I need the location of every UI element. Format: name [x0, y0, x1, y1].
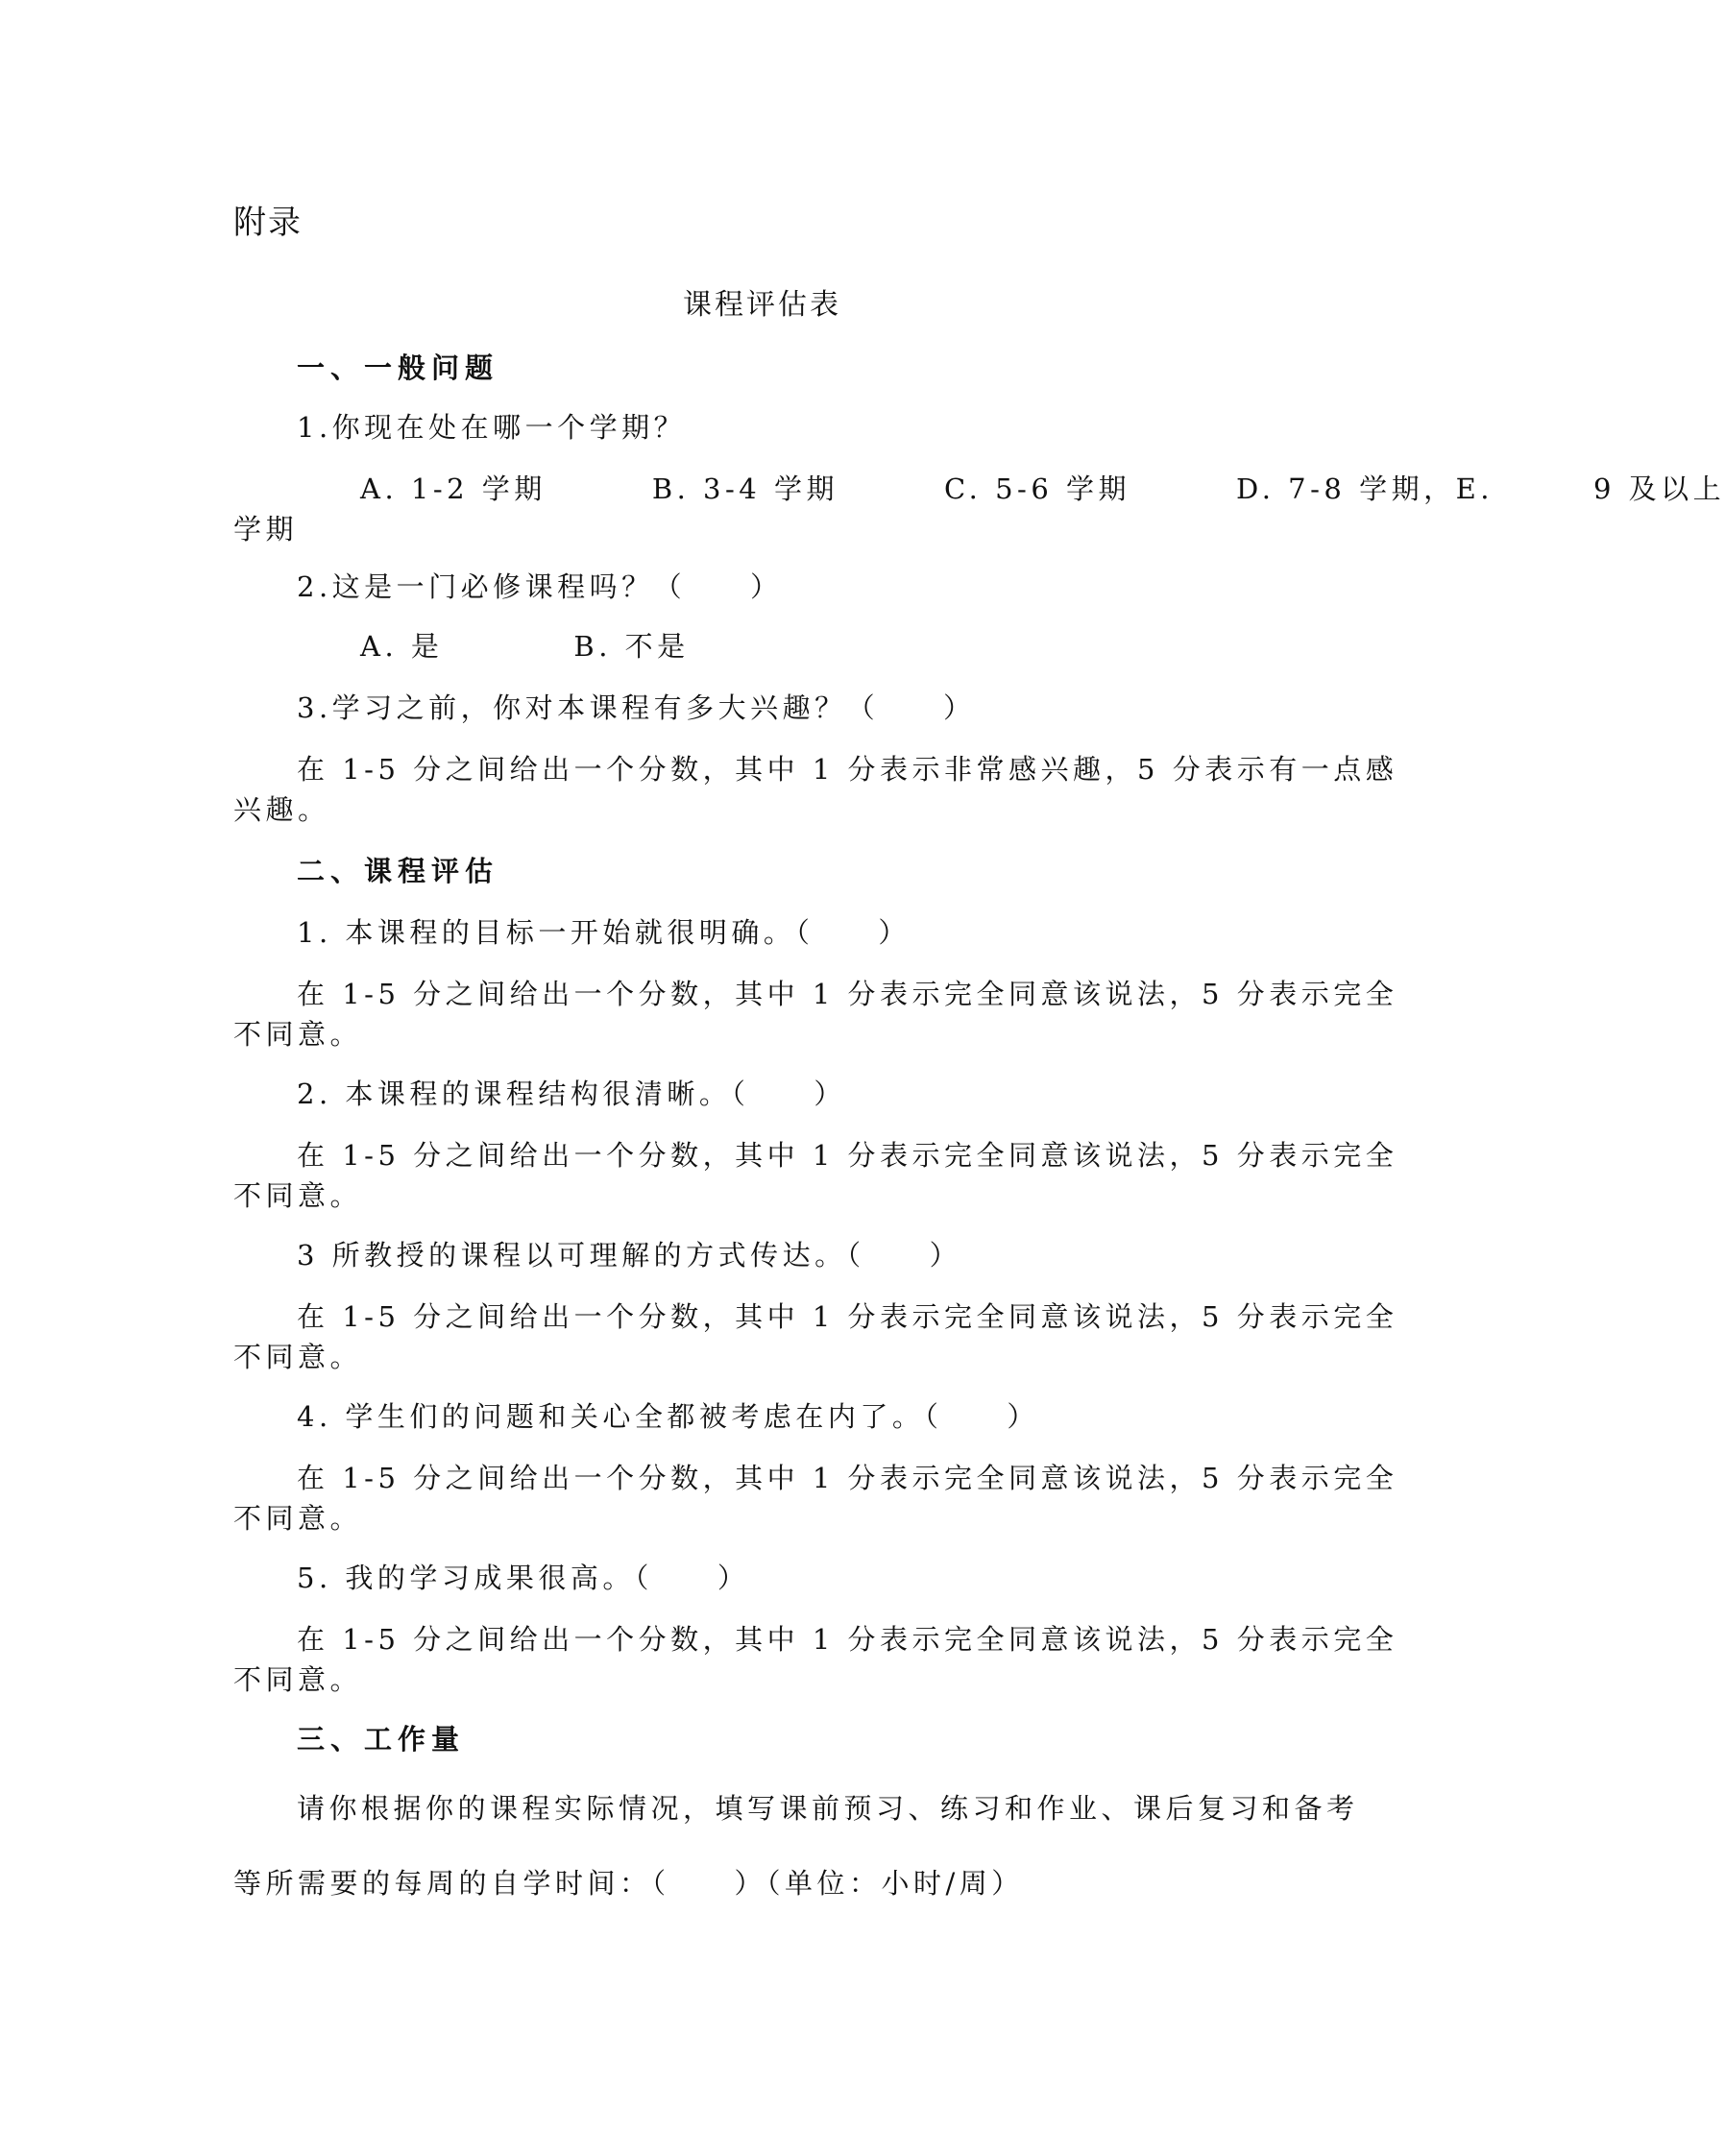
- question-2-5-hint: 在 1-5 分之间给出一个分数，其中 1 分表示完全同意该说法，5 分表示完全: [297, 1623, 1398, 1656]
- question-2-1: 1. 本课程的目标一开始就很明确。（ ）: [297, 916, 911, 949]
- question-2-2-hint: 在 1-5 分之间给出一个分数，其中 1 分表示完全同意该说法，5 分表示完全: [297, 1139, 1398, 1172]
- question-1-2-options: [233, 626, 1295, 666]
- workload-text: 请你根据你的课程实际情况，填写课前预习、练习和作业、课后复习和备考: [297, 1792, 1359, 1825]
- option-d: D. 7-8 学期，E.: [1236, 472, 1494, 505]
- option-yes: A. 是: [360, 630, 444, 663]
- appendix-label: 附录: [233, 204, 303, 242]
- question-1-3: 3.学习之前，你对本课程有多大兴趣？（ ）: [297, 691, 976, 724]
- question-1-2: 2.这是一门必修课程吗？（ ）: [297, 570, 783, 603]
- form-title: 课程评估表: [683, 288, 841, 322]
- question-2-5-hint-cont: 不同意。: [233, 1663, 363, 1696]
- workload-text-cont: 等所需要的每周的自学时间：（ ）（单位：小时/周）: [233, 1867, 1024, 1900]
- question-2-2-hint-cont: 不同意。: [233, 1179, 363, 1212]
- option-e-continued: 学期: [233, 513, 299, 545]
- question-2-3-hint-cont: 不同意。: [233, 1341, 363, 1373]
- question-2-4-hint-cont: 不同意。: [233, 1502, 363, 1535]
- question-1-1: 1.你现在处在哪一个学期？: [297, 411, 687, 444]
- question-2-3-hint: 在 1-5 分之间给出一个分数，其中 1 分表示完全同意该说法，5 分表示完全: [297, 1300, 1398, 1333]
- section-1-heading: 一、一般问题: [297, 351, 499, 384]
- question-2-2: 2. 本课程的课程结构很清晰。（ ）: [297, 1078, 846, 1110]
- option-c: C. 5-6 学期: [943, 472, 1130, 505]
- question-2-1-hint: 在 1-5 分之间给出一个分数，其中 1 分表示完全同意该说法，5 分表示完全: [297, 978, 1398, 1010]
- option-no: B. 不是: [573, 630, 690, 663]
- option-a: A. 1-2 学期: [360, 472, 547, 505]
- question-2-4: 4. 学生们的问题和关心全都被考虑在内了。（ ）: [297, 1400, 1039, 1433]
- option-e: 9 及以上: [1592, 472, 1725, 505]
- question-2-3: 3 所教授的课程以可理解的方式传达。（ ）: [297, 1239, 962, 1272]
- section-3-heading: 三、工作量: [297, 1723, 466, 1756]
- question-2-5: 5. 我的学习成果很高。（ ）: [297, 1562, 750, 1594]
- question-2-1-hint-cont: 不同意。: [233, 1018, 363, 1051]
- question-2-4-hint: 在 1-5 分之间给出一个分数，其中 1 分表示完全同意该说法，5 分表示完全: [297, 1462, 1398, 1494]
- question-1-1-options: [233, 469, 1725, 509]
- section-2-heading: 二、课程评估: [297, 855, 499, 887]
- question-1-3-hint: 在 1-5 分之间给出一个分数，其中 1 分表示非常感兴趣，5 分表示有一点感: [297, 753, 1398, 786]
- question-1-3-hint-cont: 兴趣。: [233, 793, 330, 826]
- option-b: B. 3-4 学期: [651, 472, 838, 505]
